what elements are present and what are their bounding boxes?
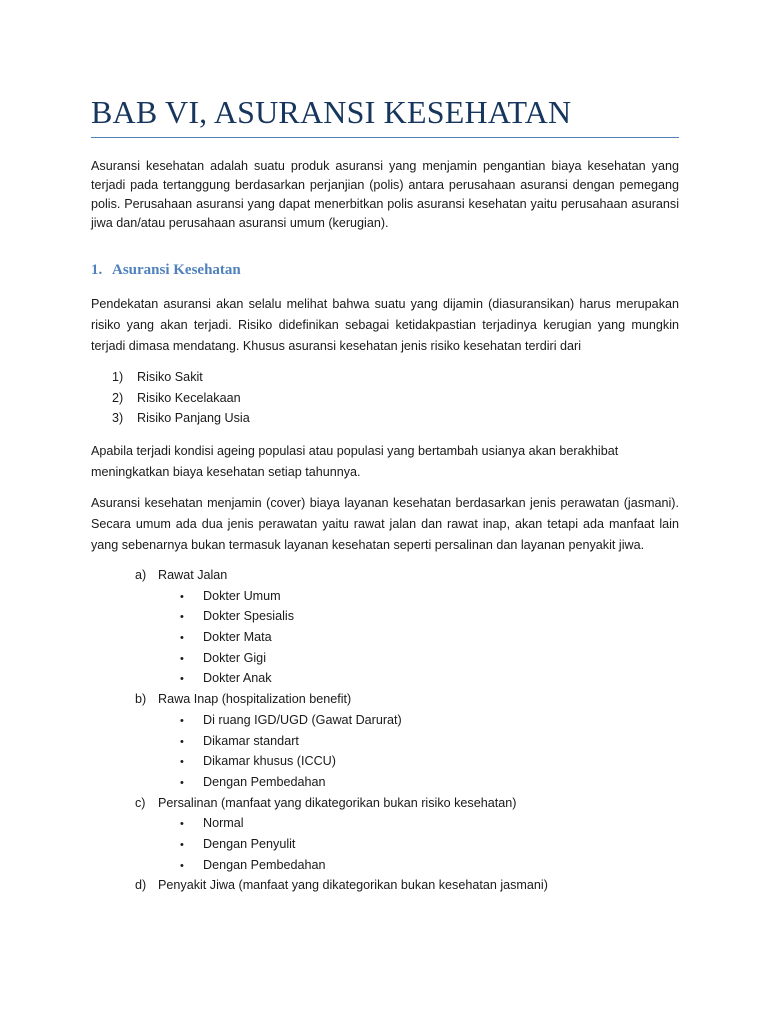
bullet-icon: • [180,652,184,665]
bullet-item [135,731,548,752]
care-type-item [135,875,548,896]
bullet-item-text: Dengan Pembedahan [203,774,326,789]
bullet-icon: • [180,859,184,872]
care-type-label: Persalinan (manfaat yang dikategorikan bukan risiko kesehatan) [158,795,517,810]
list-item-text: Risiko Panjang Usia [137,411,250,425]
bullet-item [135,813,548,834]
bullet-item-text: Normal [203,816,244,831]
document-title: BAB VI, ASURANSI KESEHATAN [91,94,572,130]
bullet-icon: • [180,818,184,831]
bullet-icon: • [180,632,184,645]
bullet-list [135,586,548,689]
bullet-item [135,606,548,627]
coverage-paragraph: Asuransi kesehatan menjamin (cover) biaya layanan kesehatan berdasarkan jenis perawatan (jasmani). Secara umum ada dua jenis perawatan yaitu rawat jalan dan rawat inap, akan tetapi ada manfaat lain yang sebenarnya bukan termasuk layanan kesehatan seperti persalinan dan layanan penyakit jiwa. [91,496,679,552]
intro-paragraph: Asuransi kesehatan adalah suatu produk asuransi yang menjamin pengantian biaya kesehatan yang terjadi pada tertanggung berdasarkan perjanjian (polis) antara perusahaan asuransi dengan pemegang polis. Perusahaan asuransi yang dapat menerbitkan polis asuransi kesehatan yaitu perusahaan asuransi jiwa dan/atau perusahaan asuransi umum (kerugian). [91,159,679,230]
bullet-list [135,710,548,793]
care-type-label-row [135,565,548,586]
care-type-item [135,689,548,792]
bullet-item [135,627,548,648]
bullet-item-text: Dokter Umum [203,588,281,603]
bullet-icon: • [180,673,184,686]
bullet-icon: • [180,776,184,789]
bullet-item [135,834,548,855]
bullet-icon: • [180,590,184,603]
ageing-paragraph: Apabila terjadi kondisi ageing populasi atau populasi yang bertambah usianya akan berakhibat meningkatkan biaya kesehatan setiap tahunnya. [91,444,619,479]
list-marker: 3) [112,411,124,425]
care-type-list [135,565,548,896]
list-item-text: Risiko Sakit [137,370,203,384]
bullet-item-text: Dengan Penyulit [203,836,296,851]
bullet-item [135,648,548,669]
bullet-item-text: Di ruang IGD/UGD (Gawat Darurat) [203,712,402,727]
bullet-item [135,855,548,876]
care-type-label: Penyakit Jiwa (manfaat yang dikategorikan bukan kesehatan jasmani) [158,878,548,893]
bullet-item [135,668,548,689]
bullet-item-text: Dokter Gigi [203,650,266,665]
care-type-label: Rawa Inap (hospitalization benefit) [158,692,352,707]
bullet-icon: • [180,838,184,851]
bullet-item [135,710,548,731]
risk-intro-paragraph: Pendekatan asuransi akan selalu melihat bahwa suatu yang dijamin (diasuransikan) harus merupakan risiko yang akan terjadi. Risiko didefinikan sebagai ketidakpastian terjadinya kerugian yang mungkin terjadi dimasa mendatang. Khusus asuransi kesehatan jenis risiko kesehatan terdiri dari [91,297,679,353]
care-type-label-row [135,875,548,896]
care-type-label-row [135,793,548,814]
list-item [112,408,250,429]
bullet-list [135,813,548,875]
bullet-item-text: Dokter Spesialis [203,609,294,624]
bullet-item-text: Dikamar standart [203,733,299,748]
bullet-icon: • [180,756,184,769]
bullet-icon: • [180,714,184,727]
section-number: 1. [91,262,103,278]
list-item [112,367,250,388]
care-type-letter: c) [135,795,146,810]
title-underline [91,137,679,138]
bullet-icon: • [180,611,184,624]
care-type-label-row [135,689,548,710]
bullet-item-text: Dengan Pembedahan [203,857,326,872]
care-type-letter: a) [135,568,147,582]
bullet-item [135,751,548,772]
bullet-item [135,586,548,607]
care-type-letter: d) [135,878,147,893]
bullet-item-text: Dikamar khusus (ICCU) [203,754,336,769]
list-marker: 2) [112,390,124,405]
care-type-label: Rawat Jalan [158,568,228,582]
list-item [112,388,250,409]
section-title: Asuransi Kesehatan [112,262,241,278]
care-type-letter: b) [135,692,147,707]
care-type-item [135,565,548,689]
care-type-item [135,793,548,876]
section-heading [91,260,241,280]
bullet-icon: • [180,735,184,748]
bullet-item [135,772,548,793]
risk-list [112,367,250,429]
list-item-text: Risiko Kecelakaan [137,390,241,405]
bullet-item-text: Dokter Mata [203,630,272,645]
list-marker: 1) [112,370,124,384]
bullet-item-text: Dokter Anak [203,671,272,686]
